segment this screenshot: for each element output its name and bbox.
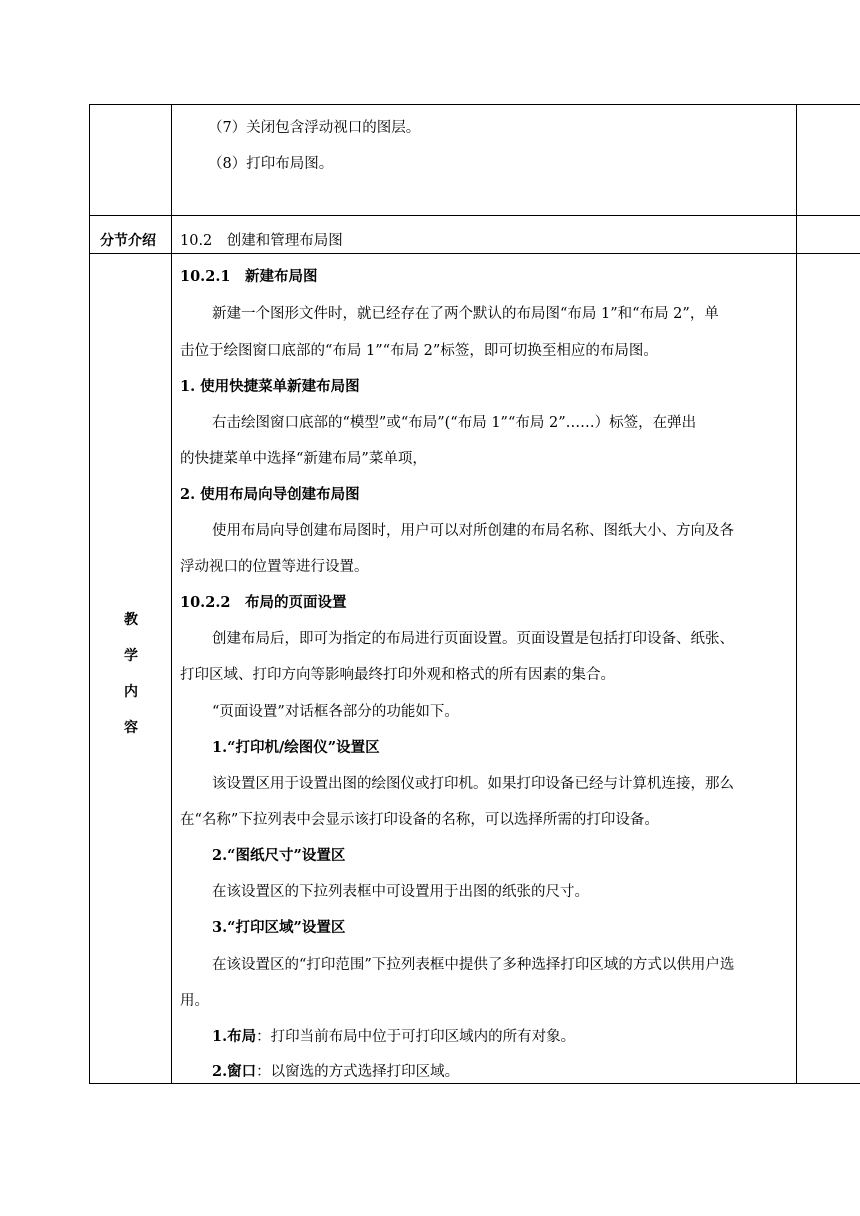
paragraph-5: “页面设置”对话框各部分的功能如下。 [212, 704, 459, 720]
table-border-bottom [89, 1083, 860, 1084]
list-item-window-text: ：以窗选的方式选择打印区域。 [256, 1064, 460, 1080]
heading-shortcut-menu: 1. 使用快捷菜单新建布局图 [180, 378, 360, 395]
table-border-left [89, 104, 90, 1084]
section-title: 10.2 创建和管理布局图 [180, 233, 343, 249]
teaching-content-label [116, 610, 146, 754]
table-row-divider-1 [89, 215, 860, 216]
side-label-char-1: 教 [124, 612, 138, 628]
paragraph-6-line-1: 该设置区用于设置出图的绘图仪或打印机。如果打印设备已经与计算机连接，那么 [212, 776, 734, 792]
table-col-divider-2 [796, 104, 797, 1084]
subsection-heading-10-2-2: 10.2.2 布局的页面设置 [180, 594, 347, 611]
paragraph-3-line-2: 浮动视口的位置等进行设置。 [180, 559, 369, 575]
heading-printer-plotter: 1.“打印机/绘图仪”设置区 [212, 739, 380, 756]
section-intro-label: 分节介绍 [100, 233, 156, 249]
heading-paper-size: 2.“图纸尺寸”设置区 [212, 847, 346, 864]
paragraph-8-line-1: 在该设置区的“打印范围”下拉列表框中提供了多种选择打印区域的方式以供用户选 [212, 957, 735, 973]
side-label-char-3: 内 [124, 684, 138, 700]
paragraph-8-line-2: 用。 [180, 993, 209, 1009]
heading-print-area: 3.“打印区域”设置区 [212, 919, 346, 936]
table-col-divider-1 [171, 104, 172, 1084]
list-item-layout [212, 1027, 575, 1047]
paragraph-1-line-2: 击位于绘图窗口底部的“布局 1”“布局 2”标签，即可切换至相应的布局图。 [180, 343, 658, 359]
paragraph-7: 在该设置区的下拉列表框中可设置用于出图的纸张的尺寸。 [212, 884, 589, 900]
list-item-layout-label: 1.布局 [212, 1028, 257, 1045]
paragraph-3-line-1: 使用布局向导创建布局图时，用户可以对所创建的布局名称、图纸大小、方向及各 [212, 523, 734, 539]
heading-layout-wizard: 2. 使用布局向导创建布局图 [180, 486, 360, 503]
paragraph-1-line-1: 新建一个图形文件时，就已经存在了两个默认的布局图“布局 1”和“布局 2”，单 [212, 306, 719, 322]
table-row-divider-2 [89, 253, 860, 254]
paragraph-2-line-1: 右击绘图窗口底部的“模型”或“布局”(“布局 1”“布局 2”……）标签，在弹出 [212, 415, 697, 431]
list-item-window-label: 2.窗口 [212, 1063, 257, 1080]
list-item-7: （7）关闭包含浮动视口的图层。 [208, 120, 421, 136]
list-item-8: （8）打印布局图。 [208, 156, 334, 172]
list-item-layout-text: ：打印当前布局中位于可打印区域内的所有对象。 [256, 1029, 576, 1045]
side-label-char-4: 容 [124, 720, 138, 736]
paragraph-2-line-2: 的快捷菜单中选择“新建布局”菜单项， [180, 451, 427, 467]
table-border-top [89, 104, 860, 105]
list-item-window [212, 1062, 459, 1082]
subsection-heading-10-2-1: 10.2.1 新建布局图 [180, 268, 318, 285]
paragraph-4-line-2: 打印区域、打印方向等影响最终打印外观和格式的所有因素的集合。 [180, 667, 615, 683]
paragraph-6-line-2: 在“名称”下拉列表中会显示该打印设备的名称，可以选择所需的打印设备。 [180, 812, 659, 828]
side-label-char-2: 学 [124, 648, 138, 664]
paragraph-4-line-1: 创建布局后，即可为指定的布局进行页面设置。页面设置是包括打印设备、纸张、 [212, 631, 734, 647]
